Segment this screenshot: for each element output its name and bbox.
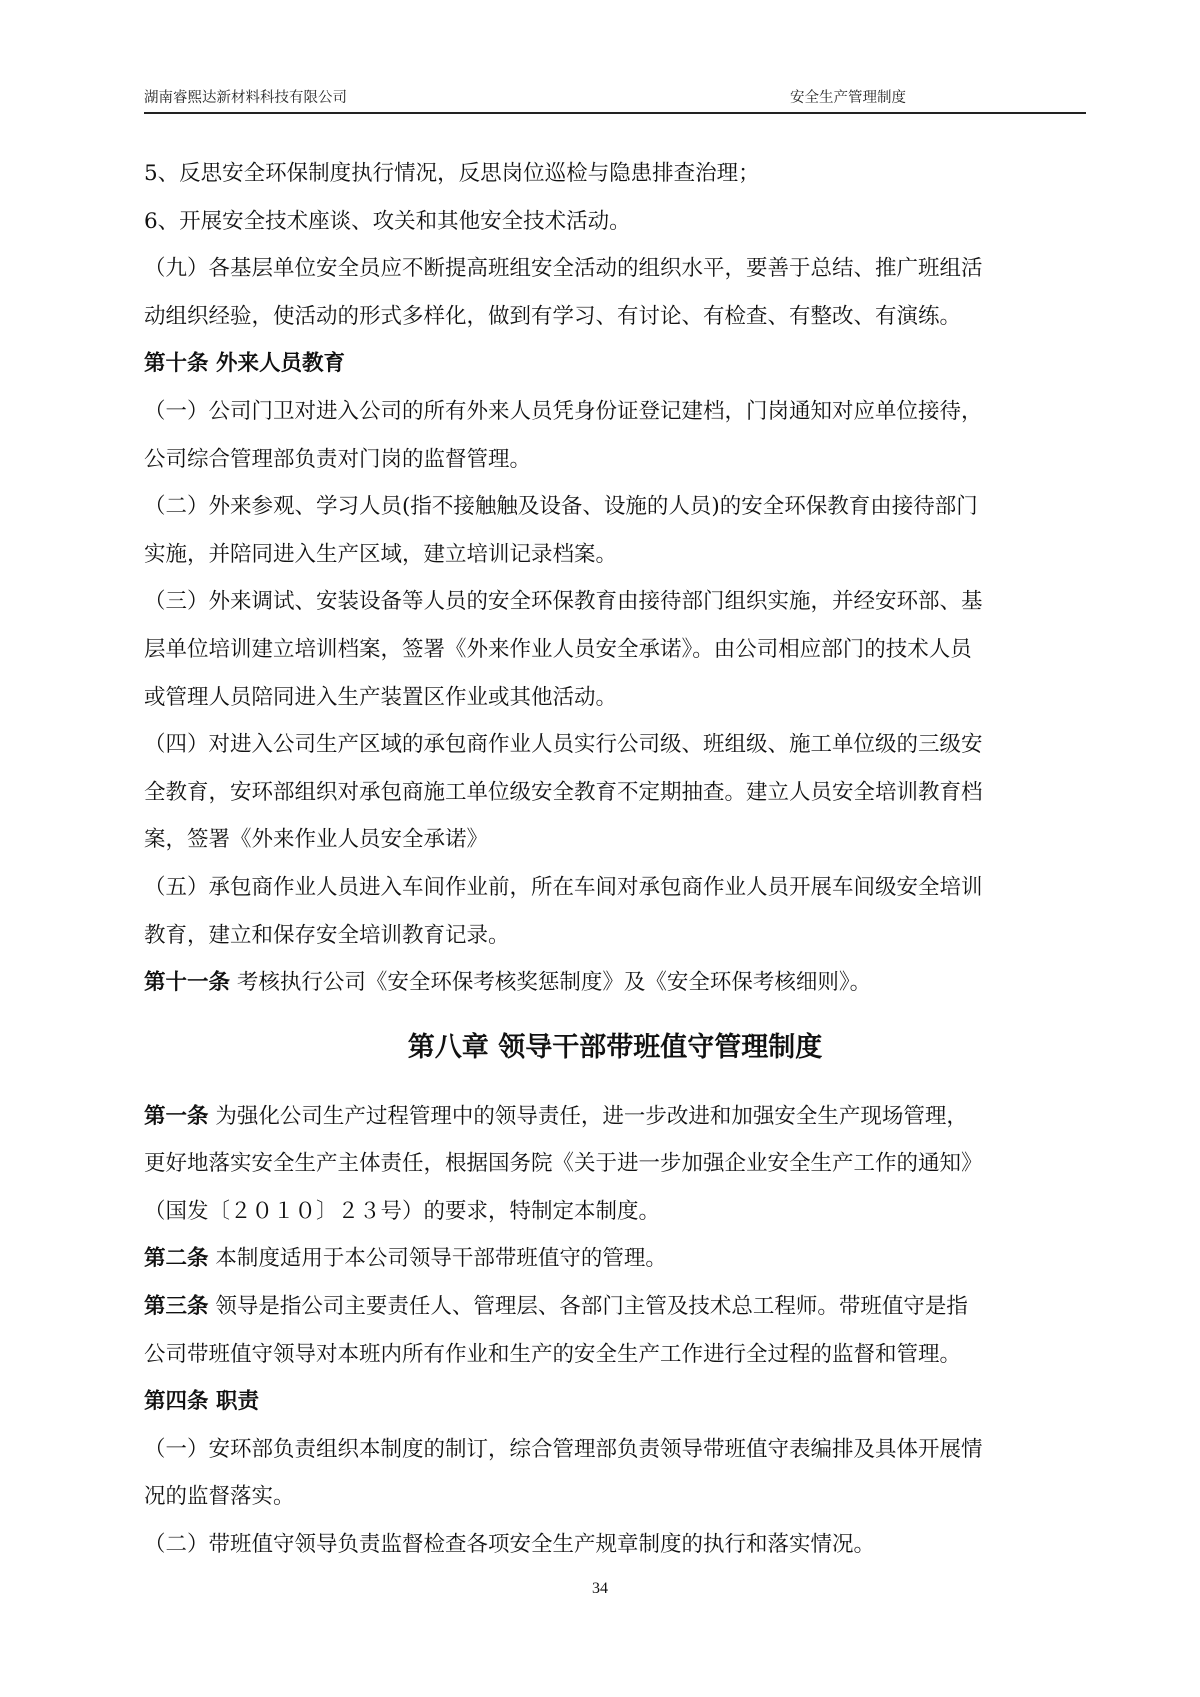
paragraph-text: （二）外来参观、学习人员(指不接触触及设备、设施的人员)的安全环保教育由接待部门	[144, 494, 978, 520]
paragraph-line	[144, 864, 1086, 912]
paragraph-text: （五）承包商作业人员进入车间作业前，所在车间对承包商作业人员开展车间级安全培训	[144, 874, 983, 900]
paragraph-text: 实施，并陪同进入生产区域，建立培训记录档案。	[144, 541, 618, 567]
paragraph-text: （国发〔２０１０〕２３号）的要求，特制定本制度。	[144, 1198, 661, 1224]
paragraph-line	[144, 245, 1086, 293]
paragraph-text: 考核执行公司《安全环保考核奖惩制度》及《安全环保考核细则》。	[230, 970, 872, 996]
header-company-name: 湖南睿熙达新材料科技有限公司	[144, 90, 347, 106]
article-label: 第十条 外来人员教育	[144, 351, 345, 377]
paragraph-line	[144, 436, 1086, 484]
paragraph-text: 动组织经验，使活动的形式多样化，做到有学习、有讨论、有检查、有整改、有演练。	[144, 303, 962, 329]
paragraph-text: 领导是指公司主要责任人、管理层、各部门主管及技术总工程师。带班值守是指	[208, 1294, 968, 1320]
paragraph-text: （三）外来调试、安装设备等人员的安全环保教育由接待部门组织实施，并经安环部、基	[144, 589, 983, 615]
paragraph-line	[144, 1235, 1086, 1283]
paragraph-text: 5、反思安全环保制度执行情况，反思岗位巡检与隐患排查治理；	[144, 161, 760, 186]
paragraph-line	[144, 674, 1086, 722]
paragraph-line	[144, 959, 1086, 1007]
paragraph-text: 6、开展安全技术座谈、攻关和其他安全技术活动。	[144, 208, 631, 234]
paragraph-line	[144, 626, 1086, 674]
page-header	[144, 84, 1086, 114]
paragraph-text: 本制度适用于本公司领导干部带班值守的管理。	[208, 1246, 667, 1272]
section-before-chapter	[144, 150, 1086, 1007]
paragraph-text: 教育，建立和保存安全培训教育记录。	[144, 922, 510, 948]
paragraph-text: 为强化公司生产过程管理中的领导责任，进一步改进和加强安全生产现场管理，	[208, 1103, 968, 1129]
article-label: 第三条	[144, 1294, 209, 1320]
paragraph-line	[144, 578, 1086, 626]
paragraph-text: （一）安环部负责组织本制度的制订，综合管理部负责领导带班值守表编排及具体开展情	[144, 1436, 983, 1462]
paragraph-text: （二）带班值守领导负责监督检查各项安全生产规章制度的执行和落实情况。	[144, 1532, 876, 1558]
paragraph-text: 或管理人员陪同进入生产装置区作业或其他活动。	[144, 684, 618, 710]
paragraph-text: 公司带班值守领导对本班内所有作业和生产的安全生产工作进行全过程的监督和管理。	[144, 1341, 962, 1367]
paragraph-text: （九）各基层单位安全员应不断提高班组安全活动的组织水平，要善于总结、推广班组活	[144, 256, 983, 282]
paragraph-text: 全教育，安环部组织对承包商施工单位级安全教育不定期抽查。建立人员安全培训教育档	[144, 779, 983, 805]
paragraph-line	[144, 816, 1086, 864]
chapter-heading: 第八章 领导干部带班值守管理制度	[407, 1031, 823, 1063]
page-number: 34	[592, 1580, 608, 1597]
paragraph-line	[144, 531, 1086, 579]
paragraph-text: （四）对进入公司生产区域的承包商作业人员实行公司级、班组级、施工单位级的三级安	[144, 732, 983, 758]
paragraph-text: 案，签署《外来作业人员安全承诺》	[144, 827, 489, 853]
paragraph-text: 更好地落实安全生产主体责任，根据国务院《关于进一步加强企业安全生产工作的通知》	[144, 1151, 983, 1177]
paragraph-line	[144, 912, 1086, 960]
paragraph-line	[144, 483, 1086, 531]
header-document-title: 安全生产管理制度	[790, 90, 906, 106]
paragraph-line	[144, 1521, 1086, 1569]
article-label: 第二条	[144, 1246, 209, 1272]
paragraph-line	[144, 769, 1086, 817]
paragraph-line	[144, 1426, 1086, 1474]
paragraph-line	[144, 150, 1086, 198]
paragraph-line	[144, 1093, 1086, 1141]
paragraph-text: 况的监督落实。	[144, 1484, 295, 1510]
document-body	[144, 150, 1086, 1569]
paragraph-line	[144, 721, 1086, 769]
article-label: 第一条	[144, 1103, 209, 1129]
paragraph-line	[144, 388, 1086, 436]
paragraph-text: （一）公司门卫对进入公司的所有外来人员凭身份证登记建档，门岗通知对应单位接待，	[144, 398, 983, 424]
paragraph-line	[144, 1283, 1086, 1331]
paragraph-text: 层单位培训建立培训档案，签署《外来作业人员安全承诺》。由公司相应部门的技术人员	[144, 636, 972, 662]
paragraph-line	[144, 1331, 1086, 1379]
paragraph-line	[144, 293, 1086, 341]
paragraph-line	[144, 340, 1086, 388]
paragraph-line	[144, 198, 1086, 246]
paragraph-line	[144, 1473, 1086, 1521]
section-chapter-eight	[144, 1093, 1086, 1569]
paragraph-text: 公司综合管理部负责对门岗的监督管理。	[144, 446, 532, 472]
paragraph-line	[144, 1378, 1086, 1426]
article-label: 第四条 职责	[144, 1389, 259, 1415]
article-label: 第十一条	[144, 970, 231, 996]
paragraph-line	[144, 1188, 1086, 1236]
paragraph-line	[144, 1140, 1086, 1188]
